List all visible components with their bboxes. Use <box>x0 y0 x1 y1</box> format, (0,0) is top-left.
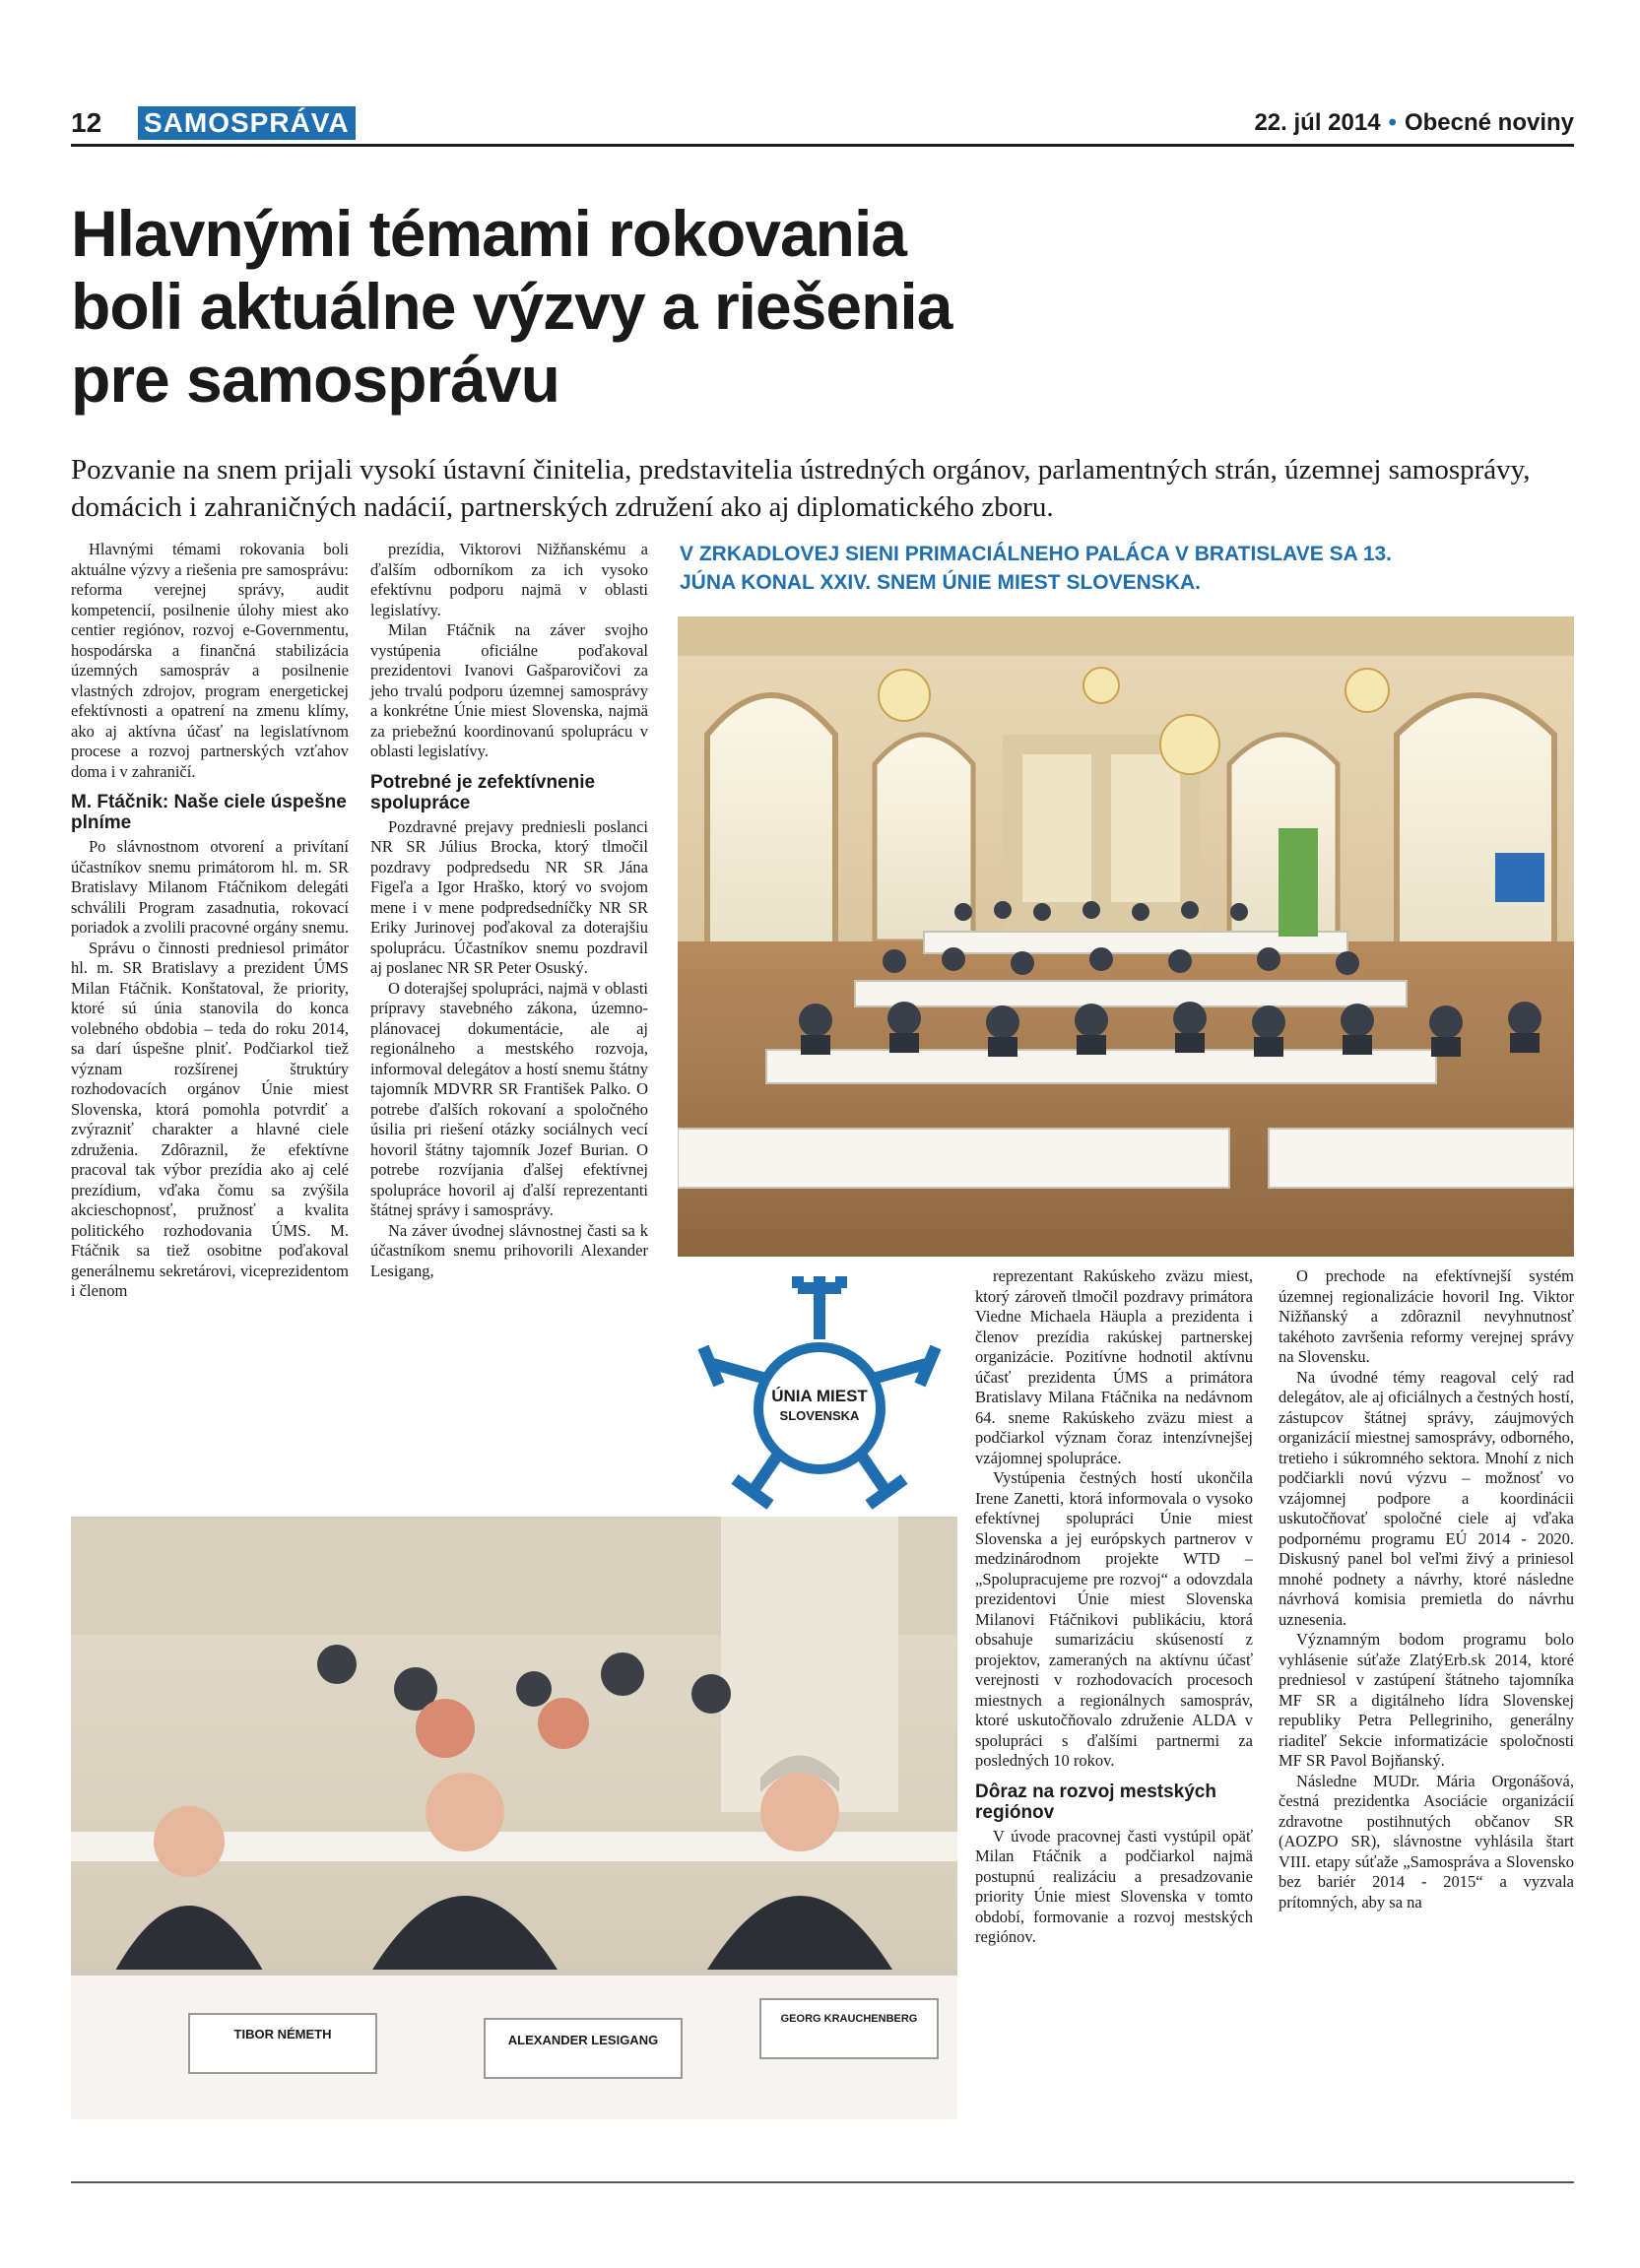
paragraph: Milan Ftáčnik na záver svojho vystúpenia oficiálne poďakoval prezidentovi Ivanovi Gašparovičovi za jeho trvalú podporu územnej samosprávy a konkrétne Únie miest Slovenska, najmä za priebežnú koordinovanú spoluprácu v oblasti legislatívy. <box>370 620 648 760</box>
paragraph: O prechode na efektívnejší systém územnej regionalizácie hovoril Ing. Viktor Nižňanský a zdôraznil nevyhnutnosť takéhoto završenia reformy verejnej správy na Slovensku. <box>1279 1266 1574 1366</box>
paragraph: Významným bodom programu bolo vyhlásenie súťaže ZlatýErb.sk 2014, ktoré predniesol v zastúpení štátneho tajomníka MF SR a digitálneho lídra Slovenskej republiky Petra Pellegriniho, generálny riaditeľ Sekcie informatizácie spoločnosti MF SR Pavol Bojňanský. <box>1279 1630 1574 1770</box>
paragraph: prezídia, Viktorovi Nižňanskému a ďalším odborníkom za ich vysoko efektívnu podporu najmä v oblasti legislatívy. <box>370 540 648 619</box>
subheading: Potrebné je zefektívnenie spolupráce <box>370 771 596 813</box>
paragraph: Následne MUDr. Mária Orgonášová, čestná prezidentka Asociácie organizácií zdravotne postihnutých občanov SR (AOZPO SR), slávnostne vyhlásila štart VIII. etapy súťaže „Samospráva a Slovensko bez bariér 2014 - 2015“ a vyzvala prítomných, aby sa na <box>1279 1771 1574 1912</box>
headline-line-1: Hlavnými témami rokovania <box>71 197 907 270</box>
name-card: ALEXANDER LESIGANG <box>507 2033 659 2047</box>
unia-miest-logo <box>682 1270 957 1517</box>
hall-photo <box>678 616 1574 1257</box>
headline-line-3: pre samosprávu <box>71 343 559 416</box>
article-column-1 <box>71 540 349 1302</box>
header-rule <box>71 144 1574 147</box>
article-column-4 <box>1279 1266 1574 1912</box>
paragraph: Správu o činnosti predniesol primátor hl. m. SR Bratislavy a prezident ÚMS Milan Ftáčnik. Konštatoval, že priority, ktoré sú únia stanovila do konca volebného obdobia – teda do roku 2014, sa darí úspešne plniť. Podčiarkol tiež význam rozšírenej štruktúry rozhodovacích orgánov Únie miest Slovenska, ktorá pomohla potvrdiť a zvýrazniť charakter a hlavné ciele združenia. Zdôraznil, že efektívne pracoval tak výbor prezídia ako aj celé prezídium, vďaka čomu sa zvýšila akcieschopnosť, pružnosť a kvalita politického rozhodovania ÚMS. M. Ftáčnik sa tiež osobitne poďakoval generálnemu sekretárovi, viceprezidentom i členom <box>71 938 349 1300</box>
article-headline <box>71 197 1351 416</box>
section-label: SAMOSPRÁVA <box>138 106 356 140</box>
headline-line-2: boli aktuálne výzvy a riešenia <box>71 270 952 343</box>
paragraph: Hlavnými témami rokovania boli aktuálne výzvy a riešenia pre samosprávu: reforma verejnej správy, audit kompetencií, posilnenie úlohy miest ako centier regiónov, rozvoj e-Governmentu, hospodárska a finančná stabilizácia územných samospráv a posilnenie vlastných zdrojov, program energetickej efektívnosti a opatrení na zmenu klímy, ako aj aktívna účasť na legislatívnom procese a rozvoj partnerských vzťahov doma i v zahraničí. <box>71 540 349 781</box>
footer-rule <box>71 2181 1574 2183</box>
paragraph: Na úvodné témy reagoval celý rad delegátov, ale aj oficiálnych a čestných hostí, zástupcov štátnej správy, záujmových organizácií miestnej samosprávy, odborného, tretieho i súkromného sektora. Mnohí z nich podčiarkli novú výzvu – možnosť vo vzájomnej podpore a koordinácii uskutočňovať spoločné ciele aj vďaka podpornému programu EÚ 2014 - 2020. Diskusný panel bol veľmi živý a priniesol mnohé podnety a návrhy, ktoré následne návrhová komisia premietla do návrhu uznesenia. <box>1279 1367 1574 1629</box>
logo-text <box>751 1387 888 1426</box>
paragraph: Po slávnostnom otvorení a privítaní účastníkov snemu primátorom hl. m. SR Bratislavy Milanom Ftáčnikom delegáti schválili Program zasadnutia, rokovací poriadok a zvolili pracovné orgány snemu. <box>71 837 349 937</box>
article-standfirst: Pozvanie na snem prijali vysokí ústavní činitelia, predstavitelia ústredných orgánov, parlamentných strán, územnej samosprávy, domácich i zahraničných nadácií, partnerských združení ako aj diplomatického zboru. <box>71 454 1531 523</box>
paragraph: O doterajšej spolupráci, najmä v oblasti prípravy stavebného zákona, územno-plánovacej dokumentácie, ale aj regionálneho a mestského rozvoja, informoval delegátov a hostí snemu štátny tajomník MDVRR SR František Palko. O potrebe ďalších rokovaní a spoločného úsilia pri riešení otázky sociálnych vecí hovoril štátny tajomník Jozef Burian. O potrebe rozvíjania ďalšej efektívnej spolupráce hovoril aj ďalší reprezentanti štátnej správy i samosprávy. <box>370 978 648 1219</box>
paragraph: reprezentant Rakúskeho zväzu miest, ktorý zároveň tlmočil pozdravy primátora Viedne Michaela Häupla a prezidenta i členov prezídia rakúskej partnerskej organizácie. Pozitívne hodnotil aktívnu účasť prezidenta ÚMS a primátora Bratislavy Milana Ftáčnika na nedávnom 64. sneme Rakúskeho zväzu miest a podčiarkol význam čoraz intenzívnejšej vzájomnej spolupráce. <box>975 1266 1253 1467</box>
logo-text-line-2: SLOVENSKA <box>779 1408 860 1423</box>
separator-dot: • <box>1388 109 1397 136</box>
logo-text-line-1: ÚNIA MIEST <box>771 1387 868 1405</box>
issue-date: 22. júl 2014 <box>1254 109 1381 136</box>
delegates-photo <box>71 1517 957 2119</box>
hall-photo-graphic <box>678 616 1574 1257</box>
subheading: Dôraz na rozvoj mestských regiónov <box>975 1781 1216 1823</box>
paragraph: Vystúpenia čestných hostí ukončila Irene Zanetti, ktorá informovala o vysoko efektívnej spolupráci Únie miest Slovenska a jej európskych partnerov v medzinárodnom projekte WTD – „Spolupracujeme pre rozvoj“ a odovzdala prezidentovi Únie miest Slovenska Milanovi Ftáčnikovi publikáciu, ktorá obsahuje sumarizáciu skúseností z projektov, zameraných na aktívnu účasť verejnosti v rozhodovacích procesoch miestnych a regionálnych samospráv, ktoré uskutočňovalo združenie ALDA v spolupráci s ďalšími partnermi za posledných 10 rokov. <box>975 1468 1253 1770</box>
paragraph: Pozdravné prejavy predniesli poslanci NR SR Július Brocka, ktorý tlmočil pozdravy podpredsedu NR SR Jána Figeľa a Igor Hraško, ktorý vo svojom mene i v mene podpredsedníčky NR SR Eriky Jurinovej poďakoval za doterajšiu spoluprácu. Účastníkov snemu pozdravil aj poslanec NR SR Peter Osuský. <box>370 816 648 977</box>
paragraph: V úvode pracovnej časti vystúpil opäť Milan Ftáčnik a podčiarkol najmä postupnú realizáciu a presadzovanie priority Únie miest Slovenska v tomto období, formovanie a rozvoj mestských regiónov. <box>975 1826 1253 1946</box>
name-card: TIBOR NÉMETH <box>233 2027 332 2041</box>
paragraph: Na záver úvodnej slávnostnej časti sa k účastníkom snemu prihovorili Alexander Lesigang, <box>370 1220 648 1280</box>
article-column-2 <box>370 540 648 1281</box>
photo-caption: V ZRKADLOVEJ SIENI PRIMACIÁLNEHO PALÁCA V BRATISLAVE SA 13. JÚNA KONAL XXIV. SNEM ÚNIE MIEST SLOVENSKA. <box>680 543 1393 594</box>
page-number: 12 <box>71 107 102 138</box>
subheading: M. Ftáčnik: Naše ciele úspešne plníme <box>71 792 347 833</box>
publication-name: Obecné noviny <box>1404 109 1574 136</box>
name-card: GEORG KRAUCHENBERG <box>780 2013 918 2025</box>
article-column-3 <box>975 1266 1253 1948</box>
issue-info <box>1254 106 1574 140</box>
